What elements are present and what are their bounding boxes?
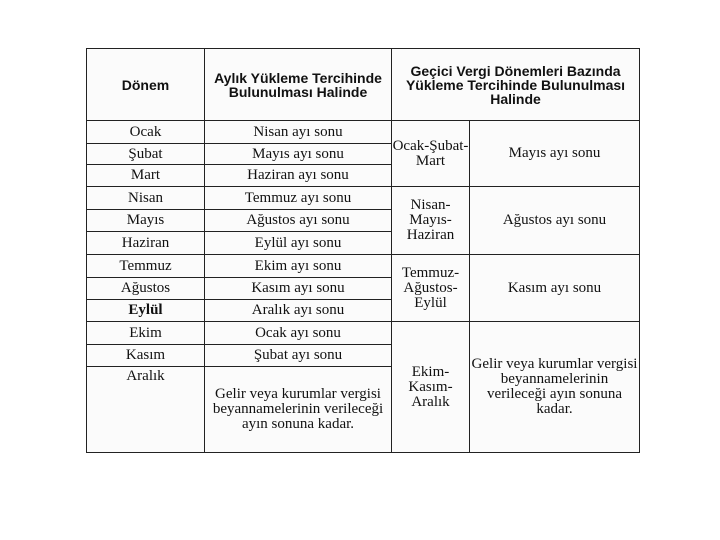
header-aylik: Aylık Yükleme Tercihinde Bulunulması Halinde bbox=[205, 49, 392, 121]
due-cell: Haziran ayı sonu bbox=[205, 165, 392, 187]
month-cell: Aralık bbox=[87, 367, 205, 453]
month-cell: Şubat bbox=[87, 144, 205, 165]
tax-period-table bbox=[86, 48, 640, 453]
month-cell: Kasım bbox=[87, 345, 205, 367]
month-cell: Mart bbox=[87, 165, 205, 187]
quarter-months-cell: Ekim-Kasım-Aralık bbox=[392, 322, 470, 453]
due-cell: Eylül ayı sonu bbox=[205, 232, 392, 255]
due-cell: Kasım ayı sonu bbox=[205, 278, 392, 300]
due-cell: Ocak ayı sonu bbox=[205, 322, 392, 345]
month-cell: Haziran bbox=[87, 232, 205, 255]
quarter-months-cell: Temmuz-Ağustos-Eylül bbox=[392, 255, 470, 322]
due-cell: Mayıs ayı sonu bbox=[205, 144, 392, 165]
month-cell: Eylül bbox=[87, 300, 205, 322]
quarter-due-cell: Kasım ayı sonu bbox=[470, 255, 640, 322]
month-cell: Ocak bbox=[87, 121, 205, 144]
due-cell: Şubat ayı sonu bbox=[205, 345, 392, 367]
month-cell: Ağustos bbox=[87, 278, 205, 300]
table-row bbox=[87, 255, 640, 278]
header-donem: Dönem bbox=[87, 49, 205, 121]
due-cell: Temmuz ayı sonu bbox=[205, 187, 392, 210]
header-gecici: Geçici Vergi Dönemleri Bazında Yükleme Tercihinde Bulunulması Halinde bbox=[392, 49, 640, 121]
scanned-table-image bbox=[86, 48, 639, 452]
quarter-due-cell: Mayıs ayı sonu bbox=[470, 121, 640, 187]
quarter-due-cell: Ağustos ayı sonu bbox=[470, 187, 640, 255]
due-cell: Ağustos ayı sonu bbox=[205, 210, 392, 232]
table-row bbox=[87, 322, 640, 345]
month-cell: Temmuz bbox=[87, 255, 205, 278]
month-cell: Mayıs bbox=[87, 210, 205, 232]
due-cell: Aralık ayı sonu bbox=[205, 300, 392, 322]
month-cell: Ekim bbox=[87, 322, 205, 345]
table-row bbox=[87, 121, 640, 144]
due-cell: Gelir veya kurumlar vergisi beyannamelerinin verileceği ayın sonuna kadar. bbox=[205, 367, 392, 453]
quarter-months-cell: Ocak-Şubat-Mart bbox=[392, 121, 470, 187]
quarter-months-cell: Nisan-Mayıs-Haziran bbox=[392, 187, 470, 255]
table-row bbox=[87, 187, 640, 210]
due-cell: Nisan ayı sonu bbox=[205, 121, 392, 144]
quarter-due-cell: Gelir veya kurumlar vergisi beyannamelerinin verileceği ayın sonuna kadar. bbox=[470, 322, 640, 453]
month-cell: Nisan bbox=[87, 187, 205, 210]
due-cell: Ekim ayı sonu bbox=[205, 255, 392, 278]
header-row bbox=[87, 49, 640, 121]
